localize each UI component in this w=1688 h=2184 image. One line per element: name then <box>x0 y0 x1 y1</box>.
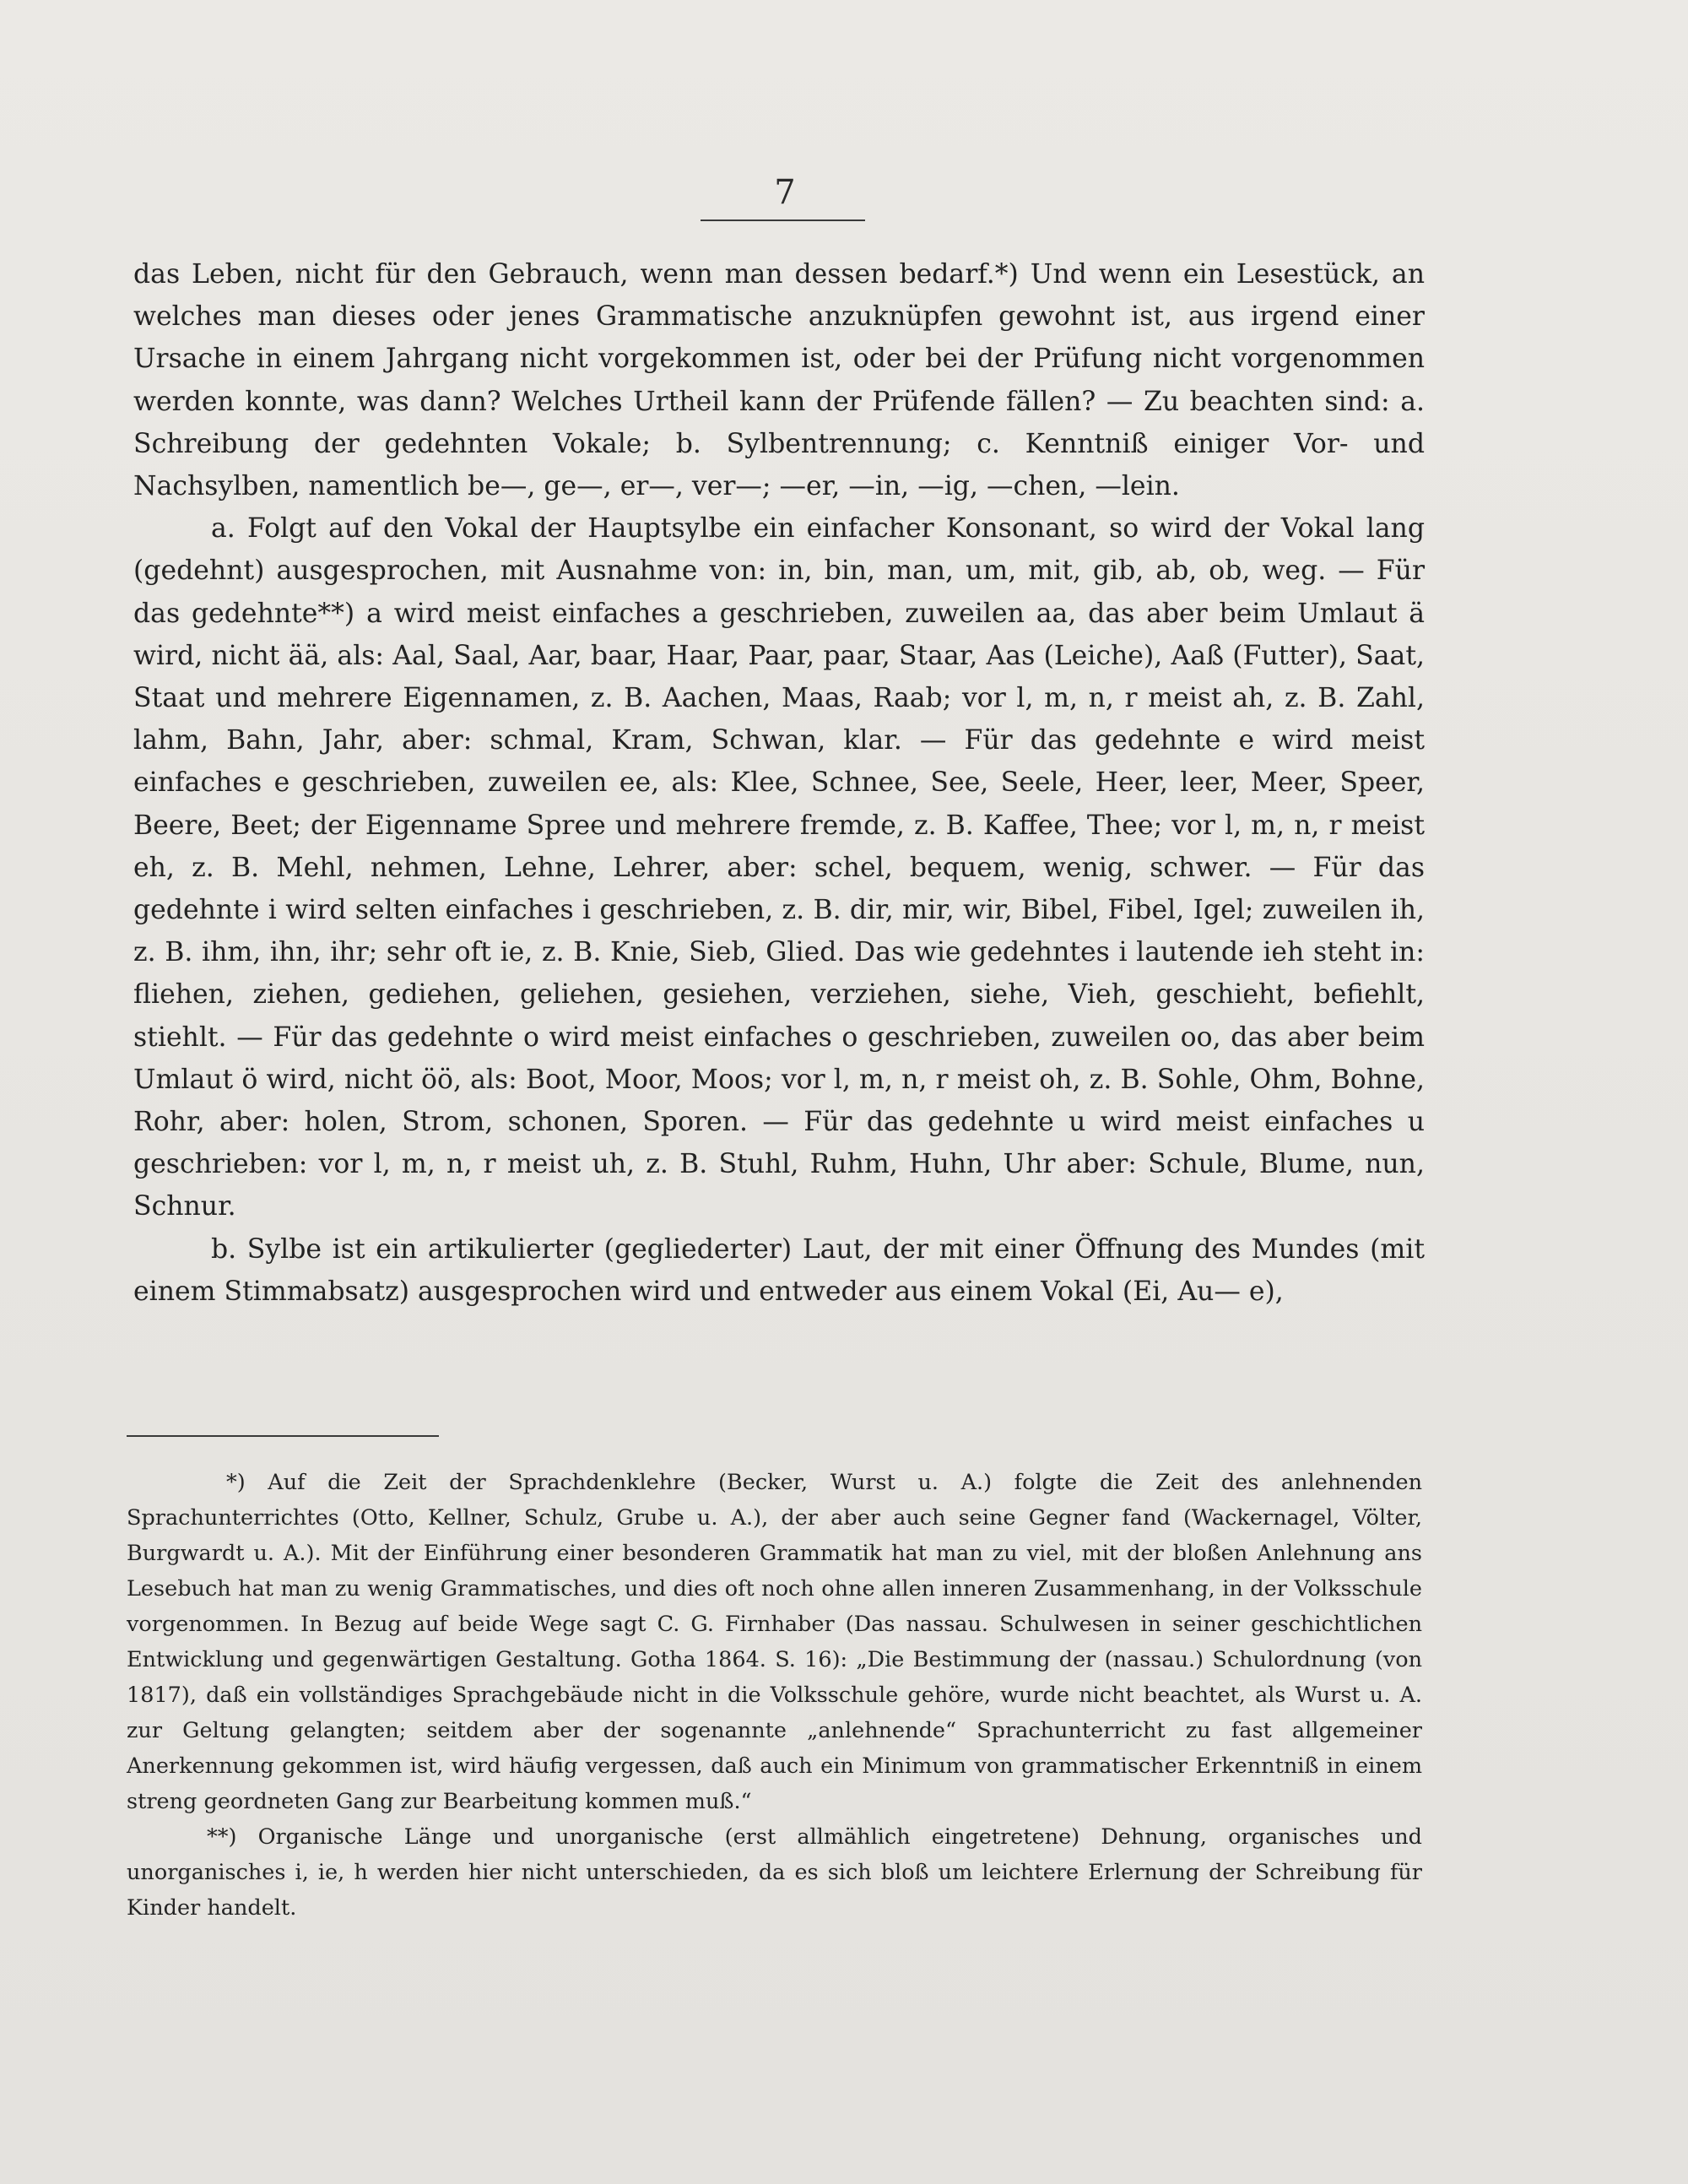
body-paragraph-vowel-lengthening: a. Folgt auf den Vokal der Hauptsylbe ein einfacher Konsonant, so wird der Vokal lang (gedehnt) ausgesprochen, mit Ausnahme von: in, bin, man, um, mit, gib, ab, ob, weg. — Für das gedehnte**) a wird meist einfaches a geschrieben, zuweilen aa, das aber beim Umlaut ä wird, nicht ää, als: Aal, Saal, Aar, baar, Haar, Paar, paar, Staar, Aas (Leiche), Aaß (Futter), Saat, Staat und mehrere Eigennamen, z. B. Aachen, Maas, Raab; vor l, m, n, r meist ah, z. B. Zahl, lahm, Bahn, Jahr, aber: schmal, Kram, Schwan, klar. — Für das gedehnte e wird meist einfaches e geschrieben, zuweilen ee, als: Klee, Schnee, See, Seele, Heer, leer, Meer, Speer, Beere, Beet; der Eigenname Spree und mehrere fremde, z. B. Kaffee, Thee; vor l, m, n, r meist eh, z. B. Mehl, nehmen, Lehne, Lehrer, aber: schel, bequem, wenig, schwer. — Für das gedehnte i wird selten einfaches i geschrieben, z. B. dir, mir, wir, Bibel, Fibel, Igel; zuweilen ih, z. B. ihm, ihn, ihr; sehr oft ie, z. B. Knie, Sieb, Glied. Das wie gedehntes i lautende ieh steht in: fliehen, ziehen, gediehen, geliehen, gesiehen, verziehen, siehe, Vieh, geschieht, befiehlt, stiehlt. — Für das gedehnte o wird meist einfaches o geschrieben, zuweilen oo, das aber beim Umlaut ö wird, nicht öö, als: Boot, Moor, Moos; vor l, m, n, r meist oh, z. B. Sohle, Ohm, Bohne, Rohr, aber: holen, Strom, schonen, Sporen. — Für das gedehnte u wird meist einfaches u geschrieben: vor l, m, n, r meist uh, z. B. Stuhl, Ruhm, Huhn, Uhr aber: Schule, Blume, nun, Schnur. <box>133 513 1425 1222</box>
page-number: 7 <box>774 173 796 212</box>
body-paragraph-continuation: das Leben, nicht für den Gebrauch, wenn man dessen bedarf.*) Und wenn ein Lesestück, an welches man dieses oder jenes Grammatische anzuknüpfen gewohnt ist, aus irgend einer Ursache in einem Jahrgang nicht vorgekommen ist, oder bei der Prüfung nicht vorgenommen werden konnte, was dann? Welches Urtheil kann der Prüfende fällen? — Zu beachten sind: a. Schreibung der gedehnten Vokale; b. Sylbentrennung; c. Kenntniß einiger Vor- und Nachsylben, namentlich be—, ge—, er—, ver—; —er, —in, —ig, —chen, —lein. <box>133 259 1425 502</box>
main-text <box>133 253 1425 1313</box>
footnote-2: **) Organische Länge und unorganische (erst allmählich eingetretene) Dehnung, organisches und unorganisches i, ie, h werden hier nicht unterschieden, da es sich bloß um leichtere Erlernung der Schreibung für Kinder handelt. <box>127 1824 1422 1921</box>
footnotes <box>127 1465 1422 1926</box>
header-divider <box>701 219 865 221</box>
body-paragraph-syllable-definition: b. Sylbe ist ein artikulierter (gegliederter) Laut, der mit einer Öffnung des Mundes (mit einem Stimmabsatz) ausgesprochen wird und entweder aus einem Vokal (Ei, Au— e), <box>133 1233 1425 1307</box>
footnote-1: *) Auf die Zeit der Sprachdenklehre (Becker, Wurst u. A.) folgte die Zeit des anlehnenden Sprachunterrichtes (Otto, Kellner, Schulz, Grube u. A.), der aber auch seine Gegner fand (Wackernagel, Völter, Burgwardt u. A.). Mit der Einführung einer besonderen Grammatik hat man zu viel, mit der bloßen Anlehnung ans Lesebuch hat man zu wenig Grammatisches, und dies oft noch ohne allen inneren Zusammenhang, in der Volksschule vorgenommen. In Bezug auf beide Wege sagt C. G. Firnhaber (Das nassau. Schulwesen in seiner geschichtlichen Entwicklung und gegenwärtigen Gestaltung. Gotha 1864. S. 16): „Die Bestimmung der (nassau.) Schulordnung (von 1817), daß ein vollständiges Sprachgebäude nicht in die Volksschule gehöre, wurde nicht beachtet, als Wurst u. A. zur Geltung gelangten; seitdem aber der sogenannte „anlehnende“ Sprachunterricht zu fast allgemeiner Anerkennung gekommen ist, wird häufig vergessen, daß auch ein Minimum von grammatischer Erkenntniß in einem streng geordneten Gang zur Bearbeitung kommen muß.“ <box>127 1470 1422 1814</box>
footnote-divider <box>127 1435 439 1437</box>
